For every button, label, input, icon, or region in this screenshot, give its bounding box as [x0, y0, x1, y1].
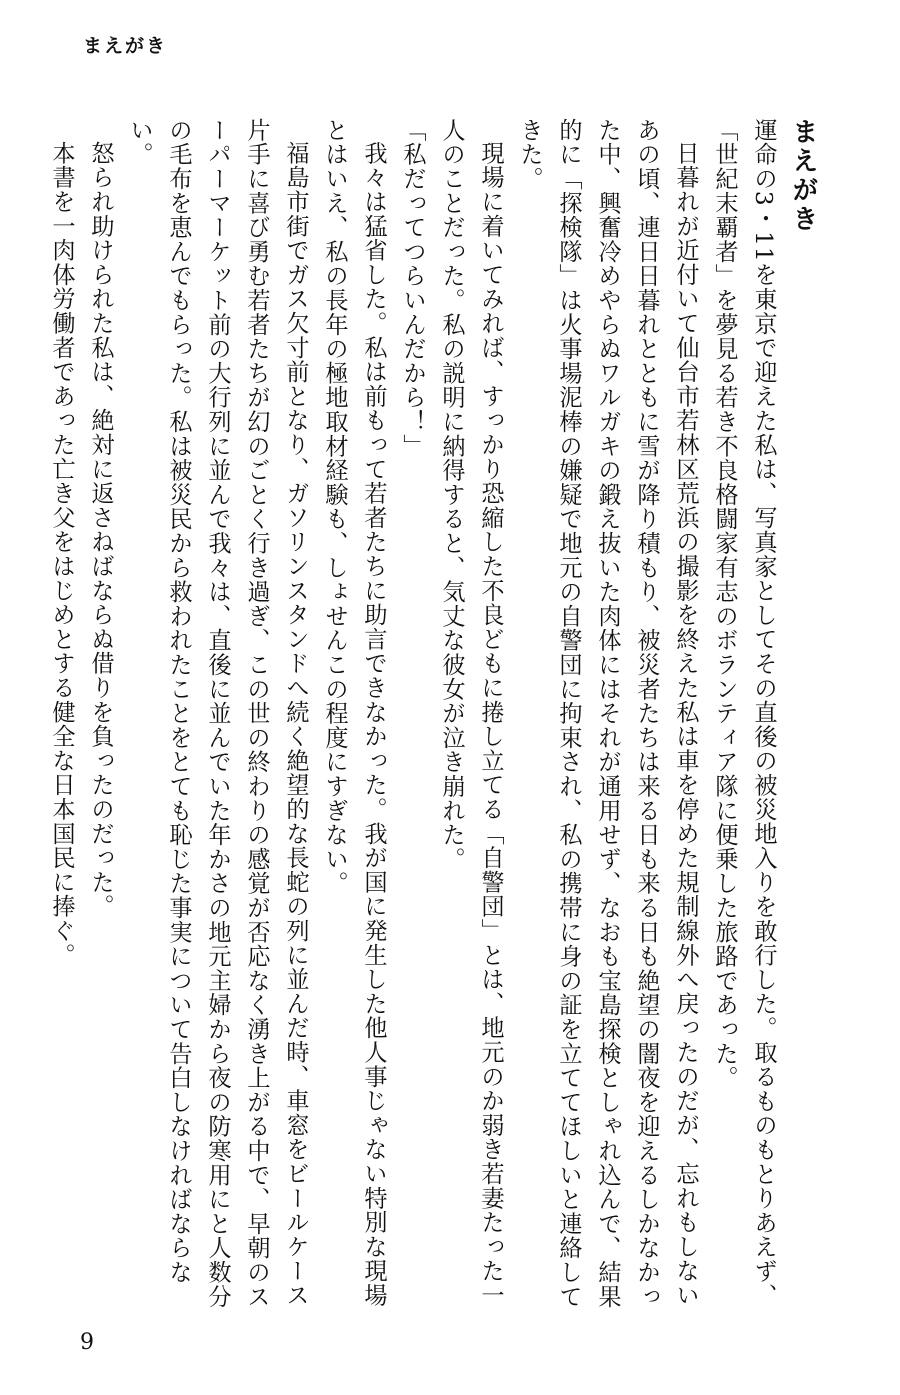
page-number: 9: [80, 1330, 94, 1355]
paragraph-dedication: 本書を一肉体労働者であった亡き父をはじめとする健全な日本国民に捧ぐ。: [48, 141, 75, 968]
paragraph: 運命の3・11を東京で迎えた私は、写真家としてその直後の被災地入りを敢行した。取るものもとりあえず、「世紀末覇者」を夢見る若き不良格闘家有志のボランティア隊に便乗した旅路であった。: [711, 118, 777, 1308]
paragraph: 日暮れが近付いて仙台市若林区荒浜の撮影を終えた私は車を停めた規制線外へ戻ったのだが、忘れもしないあの頃、連日日暮れとともに雪が降り積もり、被災者たちは来る日も来る日も絶望の闇夜を迎えるしかなかった中、興奮冷めやらぬワルガキの鍛え抜いた肉体にはそれが通用せず、なおも宝島探検としゃれ込んで、結果的に「探検隊」は火事場泥棒の嫌疑で地元の自警団に拘束され、私の携帯に身の証を立ててほしいと連絡してきた。: [516, 118, 699, 1309]
paragraph: 現場に着いてみれば、すっかり恐縮した不良どもに捲し立てる「自警団」とは、地元のか弱き若妻たった一人のことだった。私の説明に納得すると、気丈な彼女が泣き崩れた。: [438, 118, 504, 1308]
paragraph: 福島市街でガス欠寸前となり、ガソリンスタンドへ続く絶望的な長蛇の列に並んだ時、車窓をビールケース片手に喜び勇む若者たちが幻のごとく行き過ぎ、この世の終わりの感覚が否応なく湧き上がる中で、早朝のスーパーマーケット前の大行列に並んで我々は、直後に並んでいた年かさの地元主婦から夜の防寒用にと人数分の毛布を恵んでもらった。私は被災民から救われたことをとても恥じた事実について告白しなければならない。: [126, 118, 309, 1309]
paragraph: 我々は猛省した。私は前もって若者たちに助言できなかった。我が国に発生した他人事じゃない特別な現場とはいえ、私の長年の極地取材経験も、しょせんこの程度にすぎない。: [321, 118, 387, 1308]
chapter-heading: まえがき: [788, 118, 818, 234]
body-text: [14, 118, 822, 1318]
paragraph-quote: 「私だってつらいんだから！」: [399, 118, 426, 459]
running-head: まえがき: [83, 35, 168, 57]
paragraph: 怒られ助けられた私は、絶対に返さねばならぬ借りを負ったのだった。: [87, 141, 114, 919]
